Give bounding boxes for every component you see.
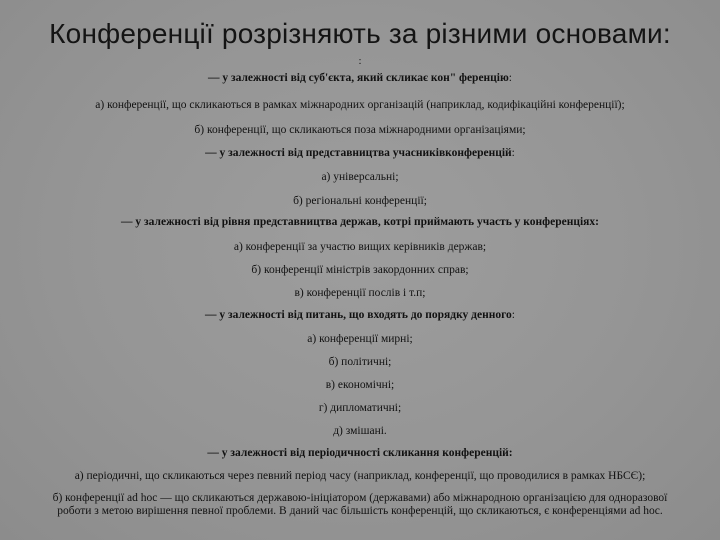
list-item: б) політичні; [328, 356, 392, 368]
list-item-paragraph: б) конференції ad hoc — що скликаються державою-ініціатором (державами) або міжнародною організацією для одноразової роботи з метою вирішення певної проблеми. В даний час більшість конференцій, що скликаються, є конференціями ad hoc. [52, 492, 668, 517]
list-item: б) конференції, що скликаються поза міжнародними організаціями; [194, 124, 526, 136]
list-item: б) конференції міністрів закордонних справ; [251, 264, 469, 276]
list-item: в) конференції послів і т.п; [294, 287, 426, 299]
heading-suffix: : [511, 147, 515, 159]
heading-suffix: : [508, 72, 512, 84]
criterion-heading [20, 309, 700, 322]
list-item: а) конференції за участю вищих керівників держав; [233, 241, 487, 253]
colon-marker: : [358, 56, 362, 67]
list-item: а) конференції мирні; [307, 333, 413, 345]
heading-text: — у залежності від представництва учасниківконференцій [205, 147, 512, 159]
criterion-heading: — у залежності від періодичності скликання конференцій: [207, 447, 513, 459]
slide-title: Конференції розрізняють за різними основами: [49, 18, 671, 49]
list-item: д) змішані. [333, 425, 387, 437]
list-item: в) економічні; [325, 379, 395, 391]
criterion-heading [20, 147, 700, 160]
list-item: а) періодичні, що скликаються через певний період часу (наприклад, конференції, що проводилися в рамках НБСЄ); [74, 470, 646, 482]
heading-suffix: : [511, 309, 515, 321]
list-item: а) універсальні; [321, 171, 399, 183]
list-item: г) дипломатичні; [318, 402, 402, 414]
heading-text: — у залежності від питань, що входять до порядку денного [205, 309, 512, 321]
list-item: б) регіональні конференції; [293, 195, 427, 207]
criterion-heading: — у залежності від рівня представництва держав, котрі приймають участь у конференціях: [121, 216, 599, 228]
heading-text: — у залежності від суб'єкта, який скликає кон" ференцію [208, 72, 509, 84]
list-item: а) конференції, що скликаються в рамках міжнародних організацій (наприклад, кодифікаційні конференції); [95, 99, 625, 111]
criterion-heading [20, 72, 700, 85]
